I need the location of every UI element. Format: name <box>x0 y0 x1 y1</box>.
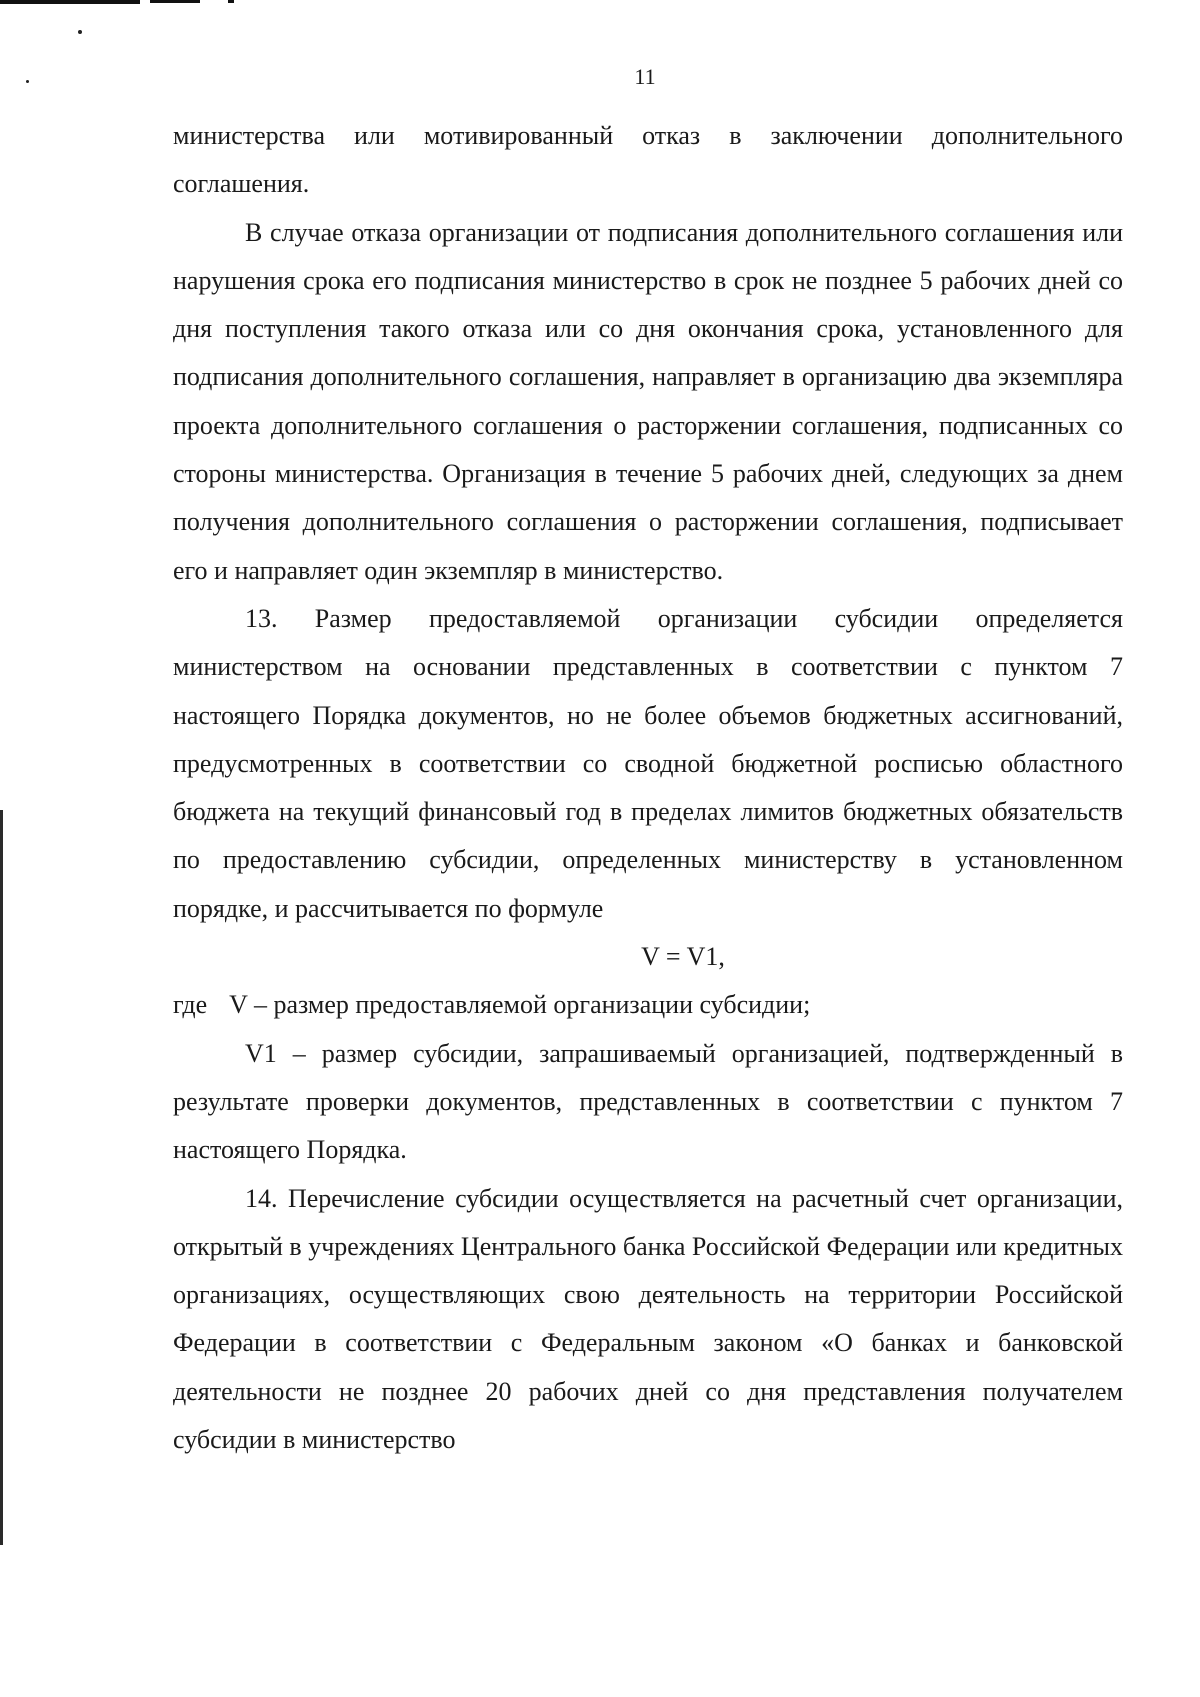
paragraph-continuation: министерства или мотивированный отказ в заключении дополнительного соглашения. <box>173 121 1123 199</box>
paragraph-v1-definition: V1 – размер субсидии, запрашиваемый организацией, подтвержденный в результате проверки документов, представленных в соответствии с пунктом 7 настоящего Порядка. <box>173 1038 1123 1165</box>
scan-edge-mark <box>0 0 140 4</box>
paragraph-refusal: В случае отказа организации от подписания дополнительного соглашения или нарушения срока его подписания министерство в срок не позднее 5 рабочих дней со дня поступления такого отказа или со дня окончания срока, установленного для подписания дополнительного соглашения, направляет в организацию два экземпляра проекта дополнительного соглашения о расторжении соглашения, подписанных со стороны министерства. Организация в течение 5 рабочих дней, следующих за днем получения дополнительного соглашения о расторжении соглашения, подписывает его и направляет один экземпляр в министерство. <box>173 217 1123 585</box>
page-number: 11 <box>634 64 656 89</box>
scan-speck <box>78 30 82 34</box>
paragraph-13: 13. Размер предоставляемой организации субсидии определяется министерством на основании представленных в соответствии с пунктом 7 настоящего Порядка документов, но не более объемов бюджетных ассигнований, предусмотренных в соответствии со сводной бюджетной росписью областного бюджета на текущий финансовый год в пределах лимитов бюджетных обязательств по предоставлению субсидии, определенных министерству в установленном порядке, и рассчитывается по формуле <box>173 603 1123 923</box>
document-body <box>173 112 1123 1464</box>
paragraph-14: 14. Перечисление субсидии осуществляется на расчетный счет организации, открытый в учреждениях Центрального банка Российской Федерации или кредитных организациях, осуществляющих свою деятельность на территории Российской Федерации в соответствии с Федеральным законом «О банках и банковской деятельности не позднее 20 рабочих дней со дня представления получателем субсидии в министерство <box>173 1183 1123 1455</box>
formula: V = V1, <box>641 942 725 972</box>
formula-where-line <box>173 981 1123 1029</box>
scan-edge-bar <box>0 810 3 1545</box>
scan-edge-mark <box>228 0 234 3</box>
where-v-definition: V – размер предоставляемой организации субсидии; <box>229 990 811 1020</box>
scan-edge-mark <box>150 0 200 3</box>
where-word: где <box>173 990 208 1020</box>
